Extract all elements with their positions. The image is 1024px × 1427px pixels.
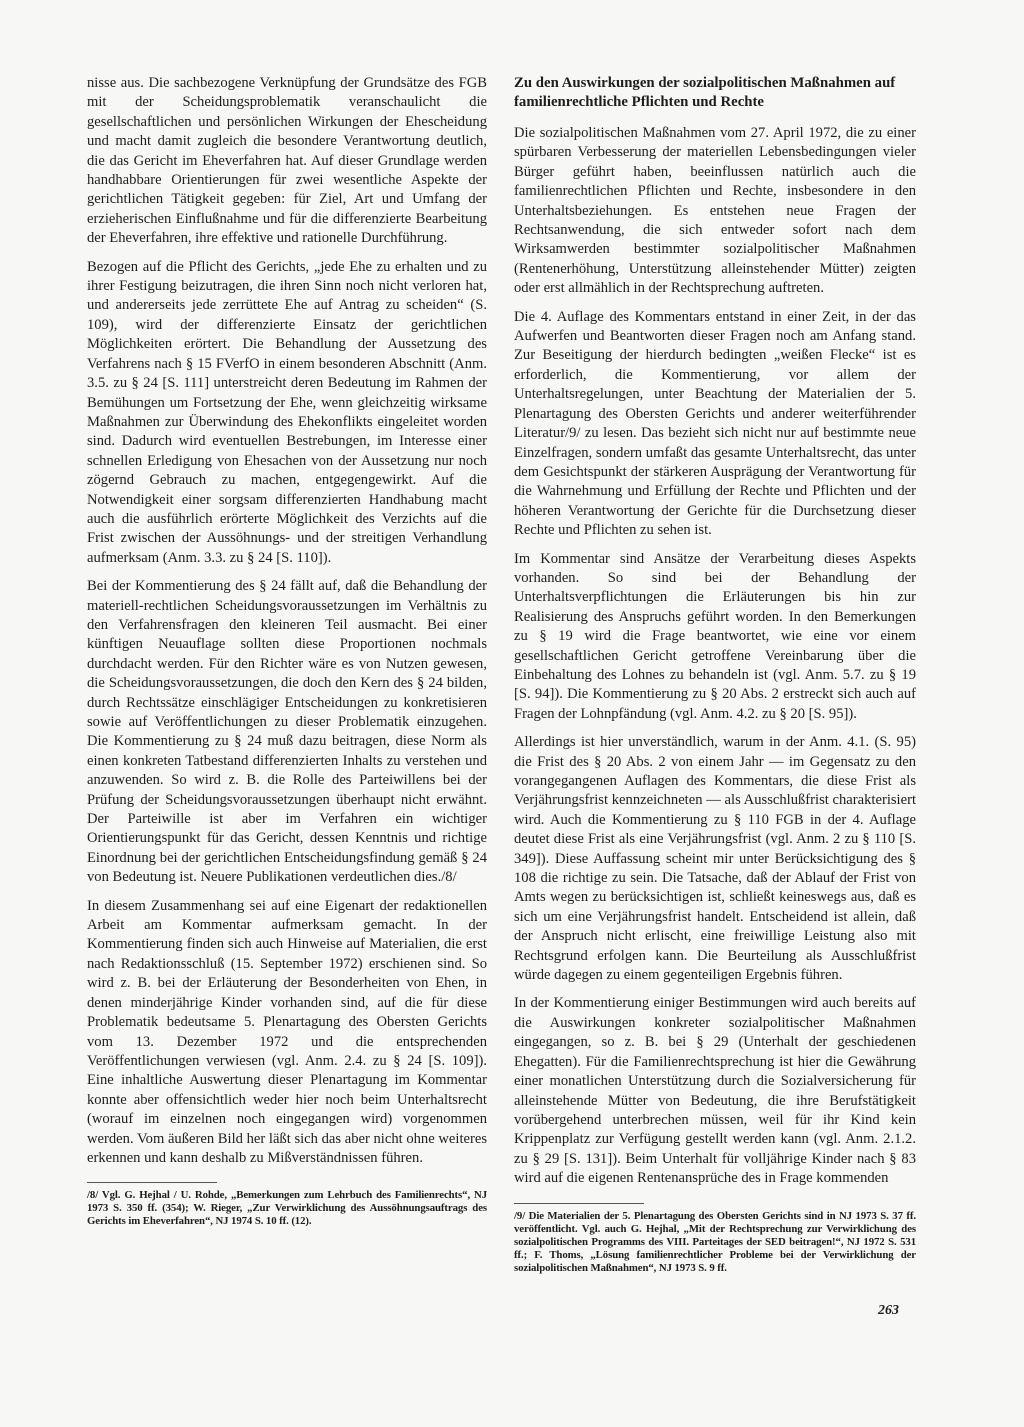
paragraph: In der Kommentierung einiger Bestimmungen wird auch bereits auf die Auswirkungen konkreter sozialpolitischer Maßnahmen eingegangen, so z. B. bei § 29 (Unterhalt der geschiedenen Ehegatten). Für die Familienrechtsprechung ist hier die Gewährung einer monatlichen Unterstützung durch die Sozialversicherung für alleinstehende Mütter von Bedeutung, die ihre Berufstätigkeit vorübergehend unterbrechen müssen, weil für ihr Kind kein Krippenplatz zur Verfügung gestellt werden kann (vgl. Anm. 2.1.2. zu § 29 [S. 131]). Beim Unterhalt für volljährige Kinder nach § 83 wird auf die eigenen Rentenansprüche des in Frage kommenden	[514, 995, 916, 1187]
paragraph: Bei der Kommentierung des § 24 fällt auf, daß die Behandlung der materiell-rechtlichen Scheidungsvoraussetzungen im Verhältnis zu den Verfahrensfragen den kleineren Teil ausmacht. Bei einer künftigen Neuauflage sollten diese Proportionen nochmals durchdacht werden. Für den Richter wäre es von Nutzen gewesen, die Scheidungsvoraussetzungen, die doch den Kern des § 24 bilden, durch Rechtssätze einschlägiger Entscheidungen zu konkretisieren sowie auf Veröffentlichungen zu dieser Problematik einzugehen. Die Kommentierung zu § 24 muß dazu beitragen, diese Norm als einen konkreten Tatbestand differenzierten Inhalts zu verstehen und anzuwenden. So wird z. B. die Rolle des Parteiwillens bei der Prüfung der Scheidungsvoraussetzungen überhaupt nicht erwähnt. Der Parteiwille ist aber im Verfahren ein wichtiger Orientierungspunkt für das Gericht, dessen Kenntnis und richtige Einordnung bei der gerichtlichen Entscheidungsfindung gemäß § 24 von Bedeutung ist. Neuere Publikationen verdeutlichen dies./8/	[87, 578, 487, 886]
paragraph: Die 4. Auflage des Kommentars entstand in einer Zeit, in der das Aufwerfen und Beantworten dieser Fragen noch am Anfang stand. Zur Beseitigung der hierdurch bedingten „weißen Flecke“ ist es erforderlich, die Kommentierung, vor allem der Unterhaltsregelungen, unter Beachtung der Materialien der 5. Plenartagung des Obersten Gerichts und anderer weiterführender Literatur/9/ zu lesen. Das bezieht sich nicht nur auf bestimmte neue Einzelfragen, sondern umfaßt das gesamte Unterhaltsrecht, das unter dem Gesichtspunkt der stärkeren Ausprägung der Verantwortung für die Wahrnehmung und Erfüllung der Rechte und Pflichten und der höheren Verantwortung der Gerichte für die Durchsetzung dieser Rechte und Pflichten zu sehen ist.	[514, 308, 916, 539]
left-column	[87, 74, 487, 1237]
right-column	[514, 74, 916, 1284]
paragraph: Die sozialpolitischen Maßnahmen vom 27. April 1972, die zu einer spürbaren Verbesserung der materiellen Lebensbedingungen vieler Bürger geführt haben, beeinflussen natürlich auch die familienrechtlichen Pflichten und Rechte, insbesondere in den Unterhaltsbeziehungen. Es entstehen neue Fragen der Rechtsanwendung, die sich entweder sofort nach dem Wirksamwerden bestimmter sozialpolitischer Maßnahmen (Rentenerhöhung, Unterstützung alleinstehender Mütter) zeigten oder erst allmählich in der Rechtsprechung auftreten.	[514, 125, 916, 297]
footnote-divider	[87, 1182, 217, 1183]
paragraph: Allerdings ist hier unverständlich, warum in der Anm. 4.1. (S. 95) die Frist des § 20 Abs. 2 von einem Jahr — im Gegensatz zu den vorangegangenen Auflagen des Kommentars, die diese Frist als Verjährungsfrist kennzeichneten — als Ausschlußfrist charakterisiert wird. Auch die Kommentierung zu § 110 FGB in der 4. Auflage deutet diese Frist als eine Verjährungsfrist (vgl. Anm. 2 zu § 110 [S. 349]). Diese Auffassung scheint mir unter Berücksichtigung des § 108 die richtige zu sein. Die Tatsache, daß der Ablauf der Frist von Amts wegen zu berücksichtigen ist, schließt keineswegs aus, daß es sich um eine Verjährungsfrist handelt. Entscheidend ist allein, daß der Anspruch nicht erlischt, eine freiwillige Leistung also mit Rechtsgrund erfolgen kann. Die Beurteilung als Ausschlußfrist würde dagegen zu einem gegenteiligen Ergebnis führen.	[514, 734, 916, 984]
footnote-9: /9/ Die Materialien der 5. Plenartagung des Obersten Gerichts sind in NJ 1973 S. 37 ff. veröffentlicht. Vgl. auch G. Hejhal, „Mit der Rechtsprechung zur Verwirklichung des sozialpolitischen Programms des VIII. Parteitages der SED beitragen!“, NJ 1972 S. 531 ff.; F. Thoms, „Lösung familienrechtlicher Probleme bei der Verwirklichung der sozialpolitischen Maßnahmen“, NJ 1973 S. 9 ff.	[514, 1209, 916, 1274]
paragraph: Bezogen auf die Pflicht des Gerichts, „jede Ehe zu erhalten und zu ihrer Festigung beizutragen, die ihren Sinn noch nicht verloren hat, und andererseits jede zerrüttete Ehe auf Antrag zu scheiden“ (S. 109), wird der differenzierte Einsatz der gerichtlichen Möglichkeiten erörtert. Die Behandlung der Aussetzung des Verfahrens nach § 15 FVerfO in einem besonderen Abschnitt (Anm. 3.5. zu § 24 [S. 111] unterstreicht deren Bedeutung im Rahmen der Bemühungen um Fortsetzung der Ehe, wenn gleichzeitig wirksame Maßnahmen zur Überwindung des Ehekonflikts eingeleitet worden sind. Dadurch wird eventuellen Bestrebungen, im Interesse einer schnellen Erledigung von Ehesachen von der Aussetzung nur noch zögernd Gebrauch zu machen, entgegengewirkt. Auf die Notwendigkeit einer sorgsam differenzierten Handhabung macht auch die ausführlich erörterte Möglichkeit des Verzichts auf die Frist zwischen der Aussöhnungs- und der streitigen Verhandlung aufmerksam (Anm. 3.3. zu § 24 [S. 110]).	[87, 258, 487, 566]
footnote-8: /8/ Vgl. G. Hejhal / U. Rohde, „Bemerkungen zum Lehrbuch des Familienrechts“, NJ 1973 S. 350 ff. (354); W. Rieger, „Zur Verwirklichung des Aussöhnungsauftrags des Gerichts im Eheverfahren“, NJ 1974 S. 10 ff. (12).	[87, 1189, 487, 1228]
paragraph: nisse aus. Die sachbezogene Verknüpfung der Grundsätze des FGB mit der Scheidungsproblematik veranschaulicht die gesellschaftlichen und persönlichen Wirkungen der Ehescheidung und macht damit zugleich die besondere Verantwortung deutlich, die das Gericht im Eheverfahren hat. Auf dieser Grundlage werden handhabbare Orientierungen für zwei wesentliche Aspekte der gerichtlichen Tätigkeit gegeben: für Ziel, Art und Umfang der erzieherischen Einflußnahme und für die differenzierte Bearbeitung der Eheverfahren, ihre effektive und rationelle Durchführung.	[87, 75, 487, 247]
paragraph: Im Kommentar sind Ansätze der Verarbeitung dieses Aspekts vorhanden. So sind bei der Behandlung der Unterhaltsverpflichtungen die Erläuterungen bis hin zur Realisierung des Anspruchs geführt worden. In den Bemerkungen zu § 19 wird die Frage beantwortet, wie eine vor einem gesellschaftlichen Gericht getroffene Vereinbarung über die Einbehaltung des Lohnes zu behandeln ist (vgl. Anm. 5.7. zu § 19 [S. 94]). Die Kommentierung zu § 20 Abs. 2 erstreckt sich auch auf Fragen der Lohnpfändung (vgl. Anm. 4.2. zu § 20 [S. 95]).	[514, 550, 916, 722]
footnote-divider	[514, 1203, 644, 1204]
paragraph: In diesem Zusammenhang sei auf eine Eigenart der redaktionellen Arbeit am Kommentar aufmerksam gemacht. In der Kommentierung finden sich auch Hinweise auf Materialien, die erst nach Redaktionsschluß (15. September 1972) erschienen sind. So wird z. B. bei der Erläuterung der Besonderheiten von Ehen, in denen minderjährige Kinder vorhanden sind, auf die für diese Problematik bedeutsame 5. Plenartagung des Obersten Gerichts vom 13. Dezember 1972 und die entsprechenden Veröffentlichungen verwiesen (vgl. Anm. 2.4. zu § 24 [S. 109]). Eine inhaltliche Auswertung dieser Plenartagung im Kommentar konnte aber offensichtlich weder hier noch beim Unterhaltsrecht (worauf im einzelnen noch eingegangen wird) vorgenommen werden. Vom äußeren Bild her läßt sich das aber nicht ohne weiteres erkennen und kann deshalb zu Mißverständnissen führen.	[87, 897, 487, 1166]
page-number: 263	[878, 1303, 899, 1318]
section-heading: Zu den Auswirkungen der sozialpolitischen Maßnahmen auf familienrechtliche Pflichten und Rechte	[514, 75, 896, 110]
